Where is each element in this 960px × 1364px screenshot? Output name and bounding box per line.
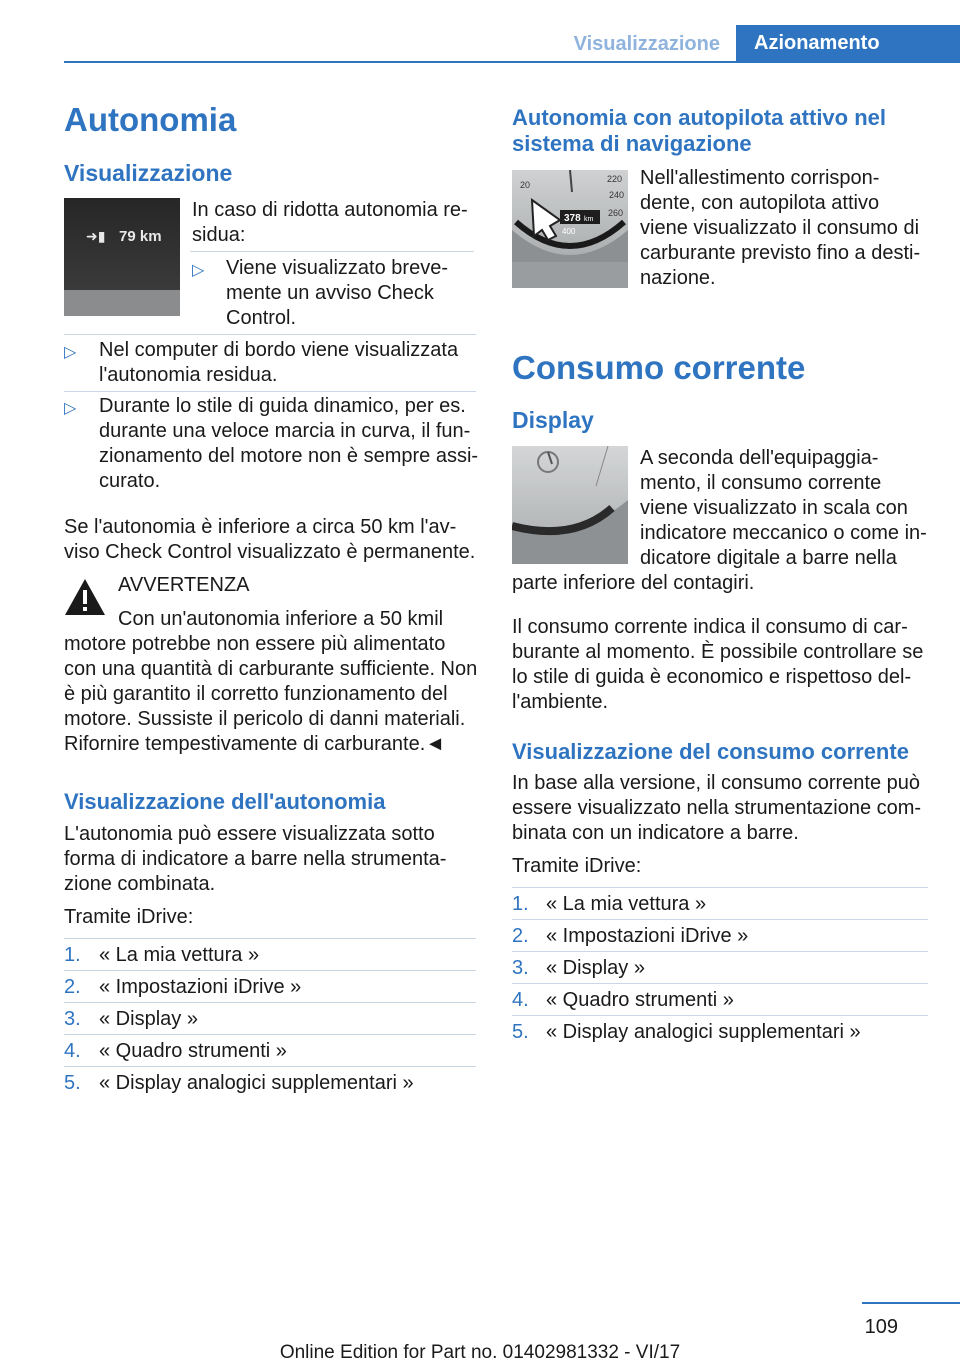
- warning-line-3: con una quantità di carburante sufficiente. Non: [64, 658, 478, 680]
- nav-line-5: nazione.: [640, 267, 716, 289]
- header-section-label: Visualizzazione: [573, 32, 720, 55]
- step-number: 1.: [64, 944, 81, 966]
- display-line-1: A seconda dell'equipaggia-: [640, 447, 879, 469]
- bullet2-line-1: Nel computer di bordo viene visualizzata: [99, 339, 459, 361]
- step-number: 1.: [512, 893, 529, 915]
- bullet3-line-3: zionamento del motore non è sempre assi-: [99, 445, 479, 467]
- gauge-tick-220: 220: [607, 174, 623, 184]
- section-heading-visualizzazione-consumo: Visualizzazione del consumo corrente: [512, 739, 909, 764]
- divider: [64, 1034, 476, 1035]
- divider: [64, 970, 476, 971]
- step-item: « Impostazioni iDrive »: [546, 925, 749, 947]
- consumo-para-4: l'ambiente.: [512, 691, 609, 713]
- display-line-5: dicatore digitale a barre nella: [640, 547, 897, 569]
- section-heading-autopilota-1: Autonomia con autopilota attivo nel: [512, 105, 886, 130]
- nav-line-1: Nell'allestimento corrispon-: [640, 167, 880, 189]
- intro-line-1: In caso di ridotta autonomia re-: [192, 199, 468, 221]
- divider: [512, 951, 928, 952]
- gauge-range-unit: km: [584, 216, 594, 223]
- step-number: 5.: [512, 1021, 529, 1043]
- warning-line-1: Con un'autonomia inferiore a 50 kmil: [118, 608, 444, 630]
- bullet1-line-3: Control.: [226, 307, 297, 329]
- divider: [64, 334, 476, 335]
- divider: [190, 251, 474, 252]
- page-number: 109: [864, 1316, 898, 1338]
- step-number: 2.: [64, 976, 81, 998]
- edition-footer: Online Edition for Part no. 01402981332 - VI/17: [279, 1342, 681, 1363]
- step-number: 5.: [64, 1072, 81, 1094]
- divider: [512, 919, 928, 920]
- display-line-3: viene visualizzato in scala con: [640, 497, 908, 519]
- consumo-para-3: lo stile di guida è economico e rispettoso del-: [512, 666, 912, 688]
- bullet-triangle-icon: ▷: [64, 400, 77, 417]
- divider: [64, 391, 476, 392]
- sub2-line-2: forma di indicatore a barre nella strumenta-: [64, 848, 447, 870]
- gauge-tick-260: 260: [608, 208, 624, 218]
- display-line-4: indicatore meccanico o come in-: [640, 522, 927, 544]
- step-item: « Impostazioni iDrive »: [99, 976, 302, 998]
- section-heading-autopilota-2: sistema di navigazione: [512, 131, 752, 156]
- warning-line-5: motore. Sussiste il pericolo di danni materiali.: [64, 708, 466, 730]
- divider: [512, 1015, 928, 1016]
- sub3-line-2: essere visualizzato nella strumentazione com-: [512, 797, 922, 819]
- idrive-label: Tramite iDrive:: [64, 906, 194, 928]
- divider: [64, 938, 476, 939]
- sub3-line-1: In base alla versione, il consumo corrente può: [512, 772, 921, 794]
- section-heading-visualizzazione: Visualizzazione: [64, 160, 233, 186]
- bullet2-line-2: l'autonomia residua.: [99, 364, 278, 386]
- bullet-triangle-icon: ▷: [64, 344, 77, 361]
- range-display-image: [64, 198, 180, 316]
- divider: [512, 887, 928, 888]
- step-number: 3.: [64, 1008, 81, 1030]
- nav-line-4: carburante previsto fino a desti-: [640, 242, 921, 264]
- step-number: 4.: [64, 1040, 81, 1062]
- para-line-1: Se l'autonomia è inferiore a circa 50 km l'av-: [64, 516, 457, 538]
- sub3-line-3: binata con un indicatore a barre.: [512, 822, 799, 844]
- sub2-line-1: L'autonomia può essere visualizzata sotto: [64, 823, 435, 845]
- warning-title: AVVERTENZA: [118, 574, 250, 596]
- gauge-tick-240: 240: [609, 190, 625, 200]
- warning-line-6: Rifornire tempestivamente di carburante.◄: [64, 733, 446, 755]
- header-chapter-tab[interactable]: [736, 25, 960, 61]
- bullet3-line-2: durante una veloce marcia in curva, il fun-: [99, 420, 471, 442]
- divider: [64, 1066, 476, 1067]
- warning-line-2: motore potrebbe non essere più alimentato: [64, 633, 446, 655]
- consumption-gauge-image: [512, 446, 628, 564]
- footer-rule: [862, 1302, 960, 1304]
- header-section-tab[interactable]: [560, 27, 736, 61]
- step-item: « Quadro strumenti »: [99, 1040, 287, 1062]
- divider: [64, 1002, 476, 1003]
- step-item: « Display analogici supplementari »: [99, 1072, 414, 1094]
- navigation-gauge-image: [512, 170, 628, 288]
- display-line-6: parte inferiore del contagiri.: [512, 572, 755, 594]
- step-item: « Display »: [546, 957, 645, 979]
- intro-line-2: sidua:: [192, 224, 246, 246]
- bullet3-line-1: Durante lo stile di guida dinamico, per es.: [99, 395, 466, 417]
- bullet1-line-2: mente un avviso Check: [226, 282, 434, 304]
- para-line-2: viso Check Control visualizzato è permanente.: [64, 541, 476, 563]
- warning-line-4: è più garantito il corretto funzionamento del: [64, 683, 448, 705]
- step-item: « Quadro strumenti »: [546, 989, 734, 1011]
- bullet3-line-4: curato.: [99, 470, 161, 492]
- range-value: 79 km: [119, 228, 162, 245]
- section-heading-autonomia: Visualizzazione dell'autonomia: [64, 789, 386, 814]
- gauge-tick-400: 400: [562, 227, 576, 236]
- gauge-range-value: 378: [564, 213, 581, 224]
- gauge-tick-20: 20: [520, 180, 531, 190]
- step-item: « Display analogici supplementari »: [546, 1021, 861, 1043]
- step-number: 4.: [512, 989, 529, 1011]
- idrive-label-right: Tramite iDrive:: [512, 855, 642, 877]
- step-number: 2.: [512, 925, 529, 947]
- nav-line-3: viene visualizzato il consumo di: [640, 217, 920, 239]
- step-item: « La mia vettura »: [546, 893, 707, 915]
- step-number: 3.: [512, 957, 529, 979]
- page-title: Autonomia: [64, 101, 237, 138]
- divider: [512, 983, 928, 984]
- header-chapter-label: Azionamento: [754, 31, 880, 54]
- header-rule: [64, 61, 960, 63]
- nav-line-2: dente, con autopilota attivo: [640, 192, 880, 214]
- consumo-para-2: burante al momento. È possibile controllare se: [512, 641, 924, 663]
- bullet-triangle-icon: ▷: [192, 262, 205, 279]
- section-title-consumo: Consumo corrente: [512, 349, 806, 386]
- fuel-pump-icon: ➜▮: [86, 228, 106, 244]
- section-heading-display: Display: [512, 407, 594, 433]
- display-line-2: mento, il consumo corrente: [640, 472, 882, 494]
- consumo-para-1: Il consumo corrente indica il consumo di car-: [512, 616, 908, 638]
- sub2-line-3: zione combinata.: [64, 873, 216, 895]
- step-item: « La mia vettura »: [99, 944, 260, 966]
- warning-icon: [64, 578, 106, 616]
- bullet1-line-1: Viene visualizzato breve-: [226, 257, 448, 279]
- step-item: « Display »: [99, 1008, 198, 1030]
